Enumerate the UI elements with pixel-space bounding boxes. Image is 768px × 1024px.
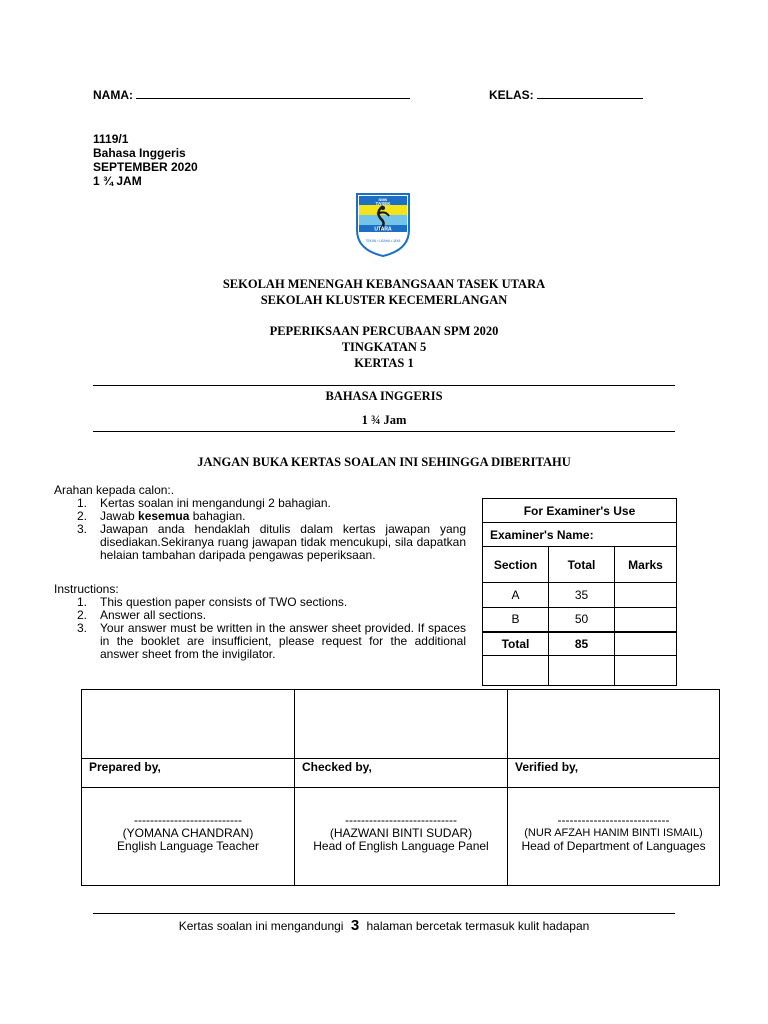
signature-box-verified [508,690,720,759]
logo-smk-text: SMK [378,197,388,202]
role-verified: Verified by, [508,759,720,788]
examiner-table-title: For Examiner's Use [483,499,677,523]
exam-block [93,323,675,371]
total-marks-cell[interactable] [615,632,677,656]
table-row [483,583,677,608]
examiner-table [482,498,677,686]
signer-name: (NUR AFZAH HANIM BINTI ISMAIL) [524,827,703,839]
instruction-item: 2. Answer all sections. [77,608,207,622]
signature-dashes: --------------------------- [134,813,242,827]
signer-title: English Language Teacher [117,839,259,853]
marks-cell[interactable] [615,608,677,632]
signer-name: (YOMANA CHANDRAN) [122,826,254,840]
signature-role-row [82,759,720,788]
instructions-list [77,596,466,661]
arahan-item: 1. Kertas soalan ini mengandungi 2 bahagian. [77,496,331,510]
role-prepared: Prepared by, [82,759,295,788]
table-row [483,608,677,632]
footer-page-count: 3 [350,917,360,934]
blank-row [483,656,677,686]
arahan-section [54,484,466,562]
signature-box-prepared [82,690,295,759]
signature-box-checked [295,690,508,759]
logo-utara-text: UTARA [374,226,392,233]
signer-prepared [82,788,295,886]
signer-verified [508,788,720,886]
signature-name-row [82,788,720,886]
signature-space-row [82,690,720,759]
divider-top [93,385,675,386]
signature-dashes: ---------------------------- [557,813,670,827]
paper-date: SEPTEMBER 2020 [93,160,198,174]
instruction-item: 1. This question paper consists of TWO sections. [77,595,348,609]
col-header-marks: Marks [615,547,677,583]
signer-checked [295,788,508,886]
school-block [93,276,675,308]
logo-tasek-text: TASEK [375,201,391,206]
signer-title: Head of English Language Panel [313,839,489,853]
blank-cell [615,656,677,686]
school-logo [355,192,411,258]
signer-name: (HAZWANI BINTI SUDAR) [329,826,473,840]
total-label: Total [483,632,549,656]
school-cluster: SEKOLAH KLUSTER KECEMERLANGAN [260,293,508,307]
exam-paper: KERTAS 1 [354,356,414,370]
signature-dashes: ---------------------------- [345,813,457,827]
exam-subject: BAHASA INGGERIS [325,389,443,403]
footer-pre: Kertas soalan ini mengandungi [178,919,344,933]
examiner-name-label: Examiner's Name: [483,523,677,547]
marks-cell[interactable] [615,583,677,608]
exam-duration: 1 ¾ Jam [361,413,407,427]
paper-subject: Bahasa Inggeris [93,146,186,160]
nama-blank [136,98,410,99]
role-checked: Checked by, [295,759,508,788]
arahan-title: Arahan kepada calon:. [54,483,175,497]
exam-title: PEPERIKSAAN PERCUBAAN SPM 2020 [269,324,499,338]
divider-bottom [93,431,675,432]
paper-code: 1119/1 [93,132,129,146]
exam-form: TINGKATAN 5 [341,340,427,354]
total-row [483,632,677,656]
signature-table [81,689,720,886]
blank-cell [483,656,549,686]
arahan-list [77,497,466,562]
section-cell: B [483,608,549,632]
school-name: SEKOLAH MENENGAH KEBANGSAAN TASEK UTARA [222,277,546,291]
instruction-item: 3. Your answer must be written in the answer sheet provided. If spaces in the booklet are insufficient, please request for the additional answer sheet from the invigilator. [77,621,466,661]
kelas-label: KELAS: [489,88,534,102]
nama-label: NAMA: [93,88,133,102]
paper-info [93,132,198,188]
signer-title: Head of Department of Languages [521,839,706,853]
instructions-title: Instructions: [54,582,119,596]
arahan-item: 2. Jawab kesemua bahagian. [77,509,246,523]
warning-text: JANGAN BUKA KERTAS SOALAN INI SEHINGGA DIBERITAHU [197,455,571,469]
total-cell: 50 [549,608,615,632]
blank-cell [549,656,615,686]
instructions-section [54,583,466,661]
footer-divider [93,913,675,914]
footer-text [93,917,675,934]
footer-post: halaman bercetak termasuk kulit hadapan [366,919,590,933]
total-value: 85 [549,632,615,656]
col-header-section: Section [483,547,549,583]
total-cell: 35 [549,583,615,608]
col-header-total: Total [549,547,615,583]
kelas-blank [537,98,643,99]
nama-field [93,88,410,102]
section-cell: A [483,583,549,608]
arahan-item: 3. Jawapan anda hendaklah ditulis dalam kertas jawapan yang disediakan.Sekiranya ruang jawapan tidak mencukupi, sila dapatkan helaian tambahan daripada pengawas peperiksaan. [77,522,466,562]
logo-motto-text: TEKUN • USAHA • JAYA [365,239,401,243]
kelas-field [489,88,643,102]
paper-duration: 1 ¾ JAM [93,174,142,188]
